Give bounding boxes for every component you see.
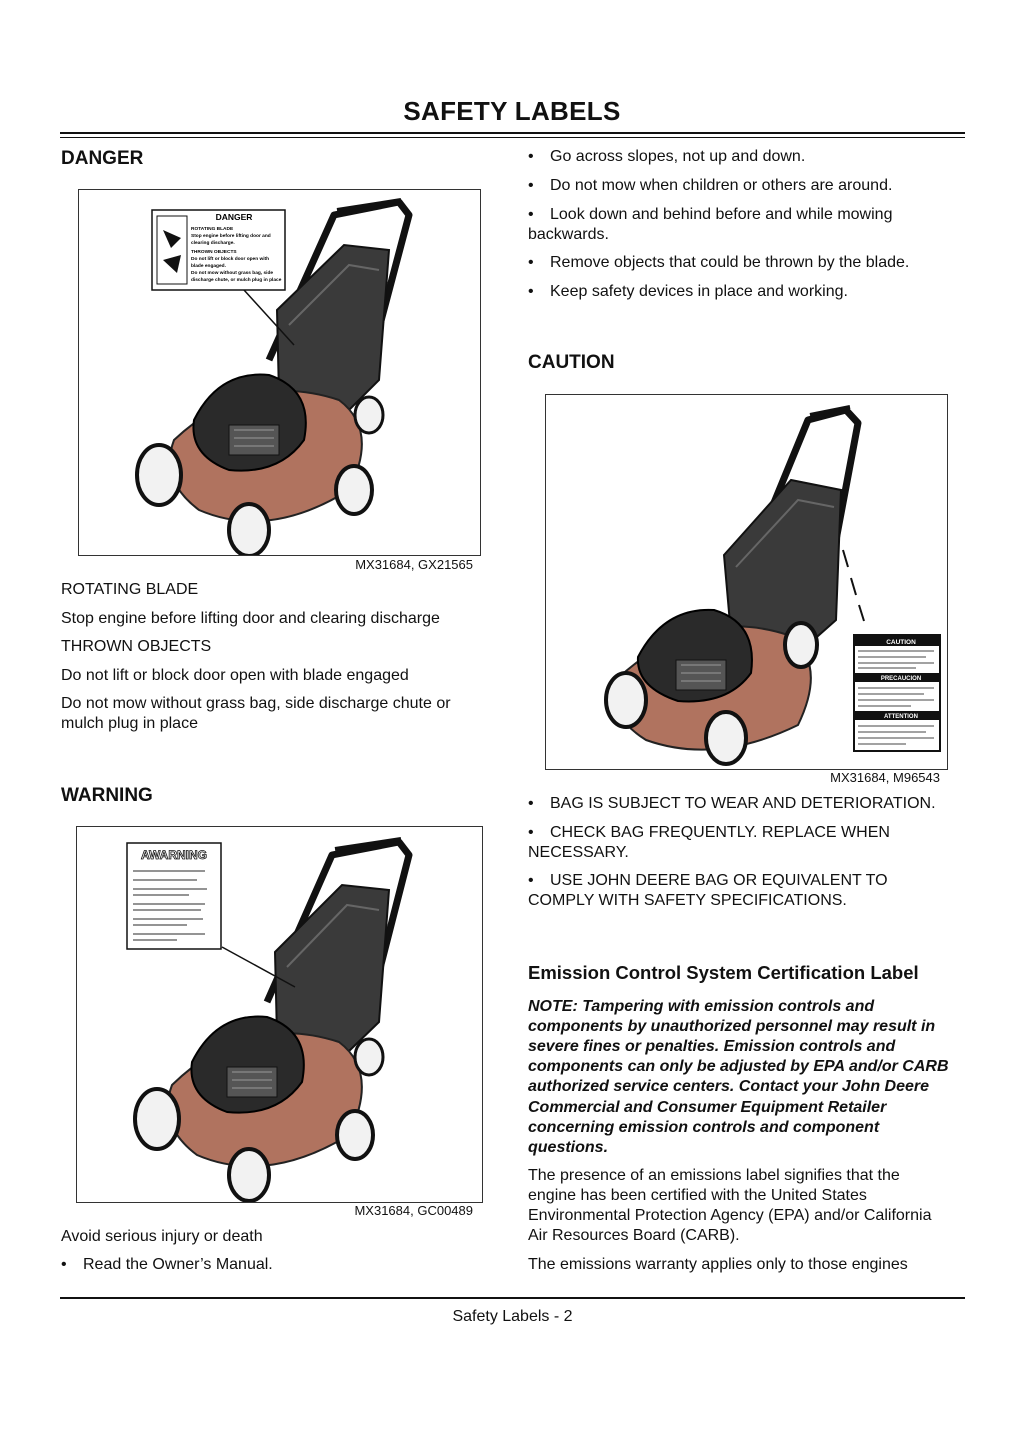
right-bullet xyxy=(528,282,848,302)
page-footer: Safety Labels - 2 xyxy=(452,1308,573,1325)
emission-note-line: severe fines or penalties. Emission controls and xyxy=(528,1038,896,1055)
danger-text-line: Do not mow without grass bag, side discharge chute or xyxy=(61,695,451,712)
warning-intro: Avoid serious injury or death xyxy=(61,1228,263,1245)
right-bullet xyxy=(528,253,909,273)
danger-text-line: mulch plug in place xyxy=(61,715,198,732)
mower-illustration xyxy=(79,190,480,555)
warning-figure xyxy=(76,826,483,1203)
caution-heading: CAUTION xyxy=(528,352,615,373)
danger-figure-caption: MX31684, GX21565 xyxy=(355,557,473,572)
caution-bullet-continuation: NECESSARY. xyxy=(528,844,629,861)
caution-bullet xyxy=(528,823,890,843)
right-bullet xyxy=(528,205,892,225)
emission-heading: Emission Control System Certification Label xyxy=(528,962,919,983)
header-rule xyxy=(60,132,965,134)
danger-label-header: DANGER xyxy=(215,212,253,222)
emission-note-line: questions. xyxy=(528,1139,609,1156)
caution-bullet xyxy=(528,871,888,891)
caution-figure-caption: MX31684, M96543 xyxy=(830,770,940,785)
caution-label-header: PRECAUCION xyxy=(880,676,922,682)
caution-label-header: ATTENTION xyxy=(884,714,918,720)
caution-bullet xyxy=(528,794,936,814)
bullet-dot: • xyxy=(528,177,534,194)
bullet-dot: • xyxy=(528,283,534,300)
emission-paragraph-line: Environmental Protection Agency (EPA) and/or California xyxy=(528,1207,932,1224)
bullet-text: USE JOHN DEERE BAG OR EQUIVALENT TO xyxy=(550,872,888,889)
bullet-text: CHECK BAG FREQUENTLY. REPLACE WHEN xyxy=(550,824,890,841)
bullet-text: Do not mow when children or others are around. xyxy=(550,177,893,194)
danger-label-line: blade engaged. xyxy=(191,264,226,269)
bullet-text: Keep safety devices in place and working. xyxy=(550,283,848,300)
emission-paragraph-line: The presence of an emissions label signifies that the xyxy=(528,1167,900,1184)
emission-note-line: concerning emission controls and component xyxy=(528,1119,880,1136)
bullet-dot: • xyxy=(528,206,534,223)
right-bullet xyxy=(528,176,892,196)
emission-note-line: NOTE: Tampering with emission controls and xyxy=(528,998,875,1015)
bullet-dot: • xyxy=(528,795,534,812)
danger-text-line: THROWN OBJECTS xyxy=(61,638,212,655)
caution-label-header: CAUTION xyxy=(886,639,916,646)
footer-rule xyxy=(60,1297,965,1299)
right-bullet xyxy=(528,147,805,167)
bullet-text: Look down and behind before and while mowing xyxy=(550,206,893,223)
danger-label-line: Stop engine before lifting door and xyxy=(191,234,271,239)
mower-illustration xyxy=(546,395,947,769)
danger-label-line: discharge chute, or mulch plug in place xyxy=(191,278,282,283)
danger-label-line: ROTATING BLADE xyxy=(191,227,234,232)
bullet-dot: • xyxy=(528,872,534,889)
danger-label-line: clearing discharge. xyxy=(191,241,235,246)
emission-note-line: components can only be adjusted by EPA and/or CARB xyxy=(528,1058,949,1075)
danger-heading: DANGER xyxy=(61,148,144,169)
page-title: SAFETY LABELS xyxy=(403,96,621,126)
mower-illustration xyxy=(77,827,482,1202)
bullet-dot: • xyxy=(528,824,534,841)
danger-label-line: THROWN OBJECTS xyxy=(191,250,237,255)
bullet-dot: • xyxy=(61,1256,67,1273)
danger-text-line: Stop engine before lifting door and clearing discharge xyxy=(61,610,440,627)
right-bullet-continuation: backwards. xyxy=(528,226,609,243)
bullet-dot: • xyxy=(528,148,534,165)
header-rule-thin xyxy=(60,137,965,138)
caution-bullet-continuation: COMPLY WITH SAFETY SPECIFICATIONS. xyxy=(528,892,847,909)
warning-label-header: AWARNING xyxy=(141,848,207,862)
danger-text-line: Do not lift or block door open with blade engaged xyxy=(61,667,409,684)
emission-note-line: components by unauthorized personnel may result in xyxy=(528,1018,936,1035)
warning-heading: WARNING xyxy=(61,785,153,806)
danger-text-line: ROTATING BLADE xyxy=(61,581,199,598)
emission-note-line: authorized service centers. Contact your John Deere xyxy=(528,1078,930,1095)
caution-figure xyxy=(545,394,948,770)
emission-paragraph-line: Air Resources Board (CARB). xyxy=(528,1227,740,1244)
danger-label-line: Do not lift or block door open with xyxy=(191,257,270,262)
bullet-text: Read the Owner’s Manual. xyxy=(83,1256,273,1273)
danger-figure xyxy=(78,189,481,556)
bullet-dot: • xyxy=(528,254,534,271)
warning-bullet xyxy=(61,1255,273,1275)
emission-paragraph-line: engine has been certified with the United States xyxy=(528,1187,867,1204)
bullet-text: BAG IS SUBJECT TO WEAR AND DETERIORATION. xyxy=(550,795,936,812)
bullet-text: Go across slopes, not up and down. xyxy=(550,148,806,165)
emission-note-line: Commercial and Consumer Equipment Retailer xyxy=(528,1099,887,1116)
danger-label-line: Do not mow without grass bag, side xyxy=(191,271,274,276)
emission-paragraph-line: The emissions warranty applies only to those engines xyxy=(528,1256,908,1273)
warning-figure-caption: MX31684, GC00489 xyxy=(354,1203,473,1218)
bullet-text: Remove objects that could be thrown by the blade. xyxy=(550,254,910,271)
